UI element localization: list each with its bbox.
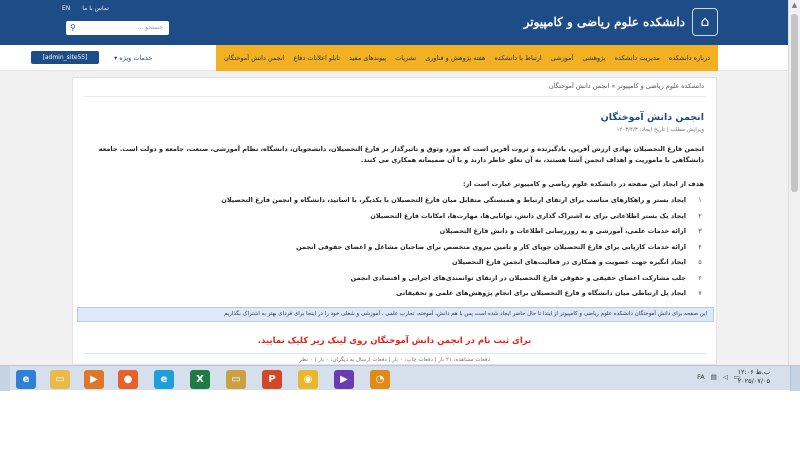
- site-brand[interactable]: [524, 8, 718, 36]
- list-item: [84, 243, 704, 259]
- video-app-icon: ▶: [334, 370, 354, 389]
- powerpoint-icon: P: [262, 370, 282, 389]
- excel-icon: X: [190, 370, 210, 389]
- contact-link[interactable]: تماس با ما: [82, 4, 109, 12]
- taskbar-app-other[interactable]: [370, 368, 390, 390]
- post-meta: ویرایش مطلب | تاریخ ایجاد: ۱۴۰۳/۴/۳: [616, 127, 704, 133]
- special-services-menu[interactable]: [114, 54, 152, 62]
- nav-item[interactable]: پژوهشی: [582, 54, 606, 62]
- scrollbar-thumb[interactable]: [791, 14, 798, 192]
- item-text: ایجاد یک بستر اطلاعاتی برای به اشتراک گذاری دانش، توانایی‌ها، مهارت‌ها، امکانات فارغ التحصیلان: [370, 211, 686, 220]
- taskbar-app-excel[interactable]: [190, 368, 210, 390]
- list-item: [84, 258, 704, 274]
- item-text: ایجاد بستر و راهکارهای مناسب برای ارتقای ارتباط و همبستگی متقابل میان فارغ التحصیلان با یکدیگر، با اساتید، دانشگاه و انجمن فارغ التحصیلان: [221, 196, 686, 204]
- clock[interactable]: [738, 368, 770, 386]
- info-notice: این صفحه برای دانش آموختگان دانشکده علوم ریاضی و کامپیوتر از ابتدا تا حال حاضر ایجاد شده است پس با هم دانش، آموخته، تجارب علمی ، آموزشی و شغلی خود را در اینجا برای فردای بهتر به اشتراک بگذاریم: [77, 307, 714, 322]
- goals-list: [84, 196, 704, 305]
- taskbar-app-powerpoint[interactable]: [262, 368, 282, 390]
- list-item: [84, 274, 704, 290]
- search-input[interactable]: [66, 21, 169, 35]
- nav-item[interactable]: نشریات: [395, 54, 417, 62]
- nav-item[interactable]: آموزشی: [550, 54, 574, 62]
- media-player-icon: ▶: [84, 370, 104, 389]
- item-number: ۱: [698, 196, 702, 204]
- item-number: ۴: [698, 242, 702, 251]
- start-button[interactable]: [0, 366, 10, 391]
- nav-item[interactable]: درباره دانشکده: [668, 54, 710, 62]
- nav-item[interactable]: انجمن دانش آموختگان: [224, 54, 285, 62]
- item-text: ایجاد پل ارتباطی میان دانشگاه و فارغ التحصیلان برای انجام پژوهش‌های علمی و تحقیقاتی: [396, 289, 686, 297]
- chevron-down-icon: ▾: [114, 54, 118, 62]
- file-explorer-icon: ▭: [226, 370, 246, 389]
- site-header: [0, 0, 788, 45]
- battery-icon[interactable]: ▭: [733, 373, 740, 381]
- university-logo-icon: ⌂: [692, 8, 718, 36]
- list-item: [84, 212, 704, 228]
- divider: [83, 96, 706, 97]
- nav-item[interactable]: مدیریت دانشکده: [614, 54, 660, 62]
- language-indicator[interactable]: FA: [697, 373, 705, 381]
- special-services-label: خدمات ویژه: [119, 54, 153, 62]
- ie-icon: e: [16, 370, 36, 389]
- taskbar-app-firefox[interactable]: [118, 368, 138, 390]
- taskbar-app-explorer[interactable]: [226, 368, 246, 390]
- network-icon[interactable]: ▤: [710, 373, 717, 381]
- nav-item[interactable]: تابلو اعلانات دفاع: [293, 54, 341, 62]
- item-number: ۲: [698, 211, 702, 220]
- clock-date: ۲۰۲۵/۰۷/۰۵: [737, 377, 770, 385]
- clock-time: ۱۲:۰۶ ب.ظ: [737, 368, 770, 376]
- breadcrumb[interactable]: دانشکده علوم ریاضی و کامپیوتر » انجمن دانش آموختگان: [548, 82, 704, 90]
- main-navigation: [0, 45, 788, 71]
- item-text: ارائه خدمات کاریابی برای فارغ التحصیلان جویای کار و تامین نیروی متخصص برای صاحبان مشاغل و اعضای حقوقی انجمن: [296, 242, 686, 251]
- app-icon: ◔: [370, 370, 390, 389]
- item-number: ۳: [698, 227, 702, 235]
- page-stats: دفعات مشاهده: ۲۱ بار | دفعات چاپ: ۰ بار | دفعات ارسال به دیگران: ۰ بار | ۰ نظر: [299, 357, 490, 363]
- taskbar-app-chrome[interactable]: [298, 368, 318, 390]
- taskbar-app-video[interactable]: [334, 368, 354, 390]
- site-name: دانشکده علوم ریاضی و کامپیوتر: [523, 15, 685, 29]
- register-link[interactable]: برای ثبت نام در انجمن دانش آموختگان روی لینک زیر کلیک نمایید.: [257, 336, 532, 346]
- nav-item[interactable]: ارتباط با دانشکده: [494, 54, 542, 62]
- scroll-up-icon[interactable]: ▲: [791, 1, 798, 9]
- vertical-scrollbar[interactable]: [788, 0, 800, 365]
- nav-menu: [216, 45, 718, 71]
- item-number: ۷: [698, 289, 702, 297]
- edge-icon: e: [154, 370, 174, 389]
- language-switch[interactable]: EN: [62, 4, 71, 12]
- show-desktop-button[interactable]: [790, 366, 800, 391]
- divider: [83, 353, 706, 354]
- taskbar-app-edge[interactable]: [154, 368, 174, 390]
- list-item: [84, 289, 704, 305]
- taskbar-app-folder[interactable]: [50, 368, 70, 390]
- system-tray: [697, 373, 740, 381]
- volume-icon[interactable]: ◁: [722, 373, 728, 381]
- intro-paragraph: انجمن فارغ التحصیلان نهادی ارزش آفرین، یادگیرنده و ثروت آفرین است که مورد وثوق و تاثیرگذار بر فارغ التحصیلان، دانشجویان، دانشگاه، نظام آموزشی، صنعت، جامعه و دولت است. جامعه دانشگاهی با ماموریت و اهداف انجمن آشنا هستند، به آن تعلق خاطر دارند و با آن صمیمانه همکاری می کنند.: [98, 145, 704, 164]
- search-placeholder: جستجو ...: [137, 24, 163, 31]
- admin-button[interactable]: [admin_site55]: [31, 51, 99, 64]
- nav-item[interactable]: هفته پژوهش و فناوری: [425, 54, 486, 62]
- taskbar: [0, 365, 800, 390]
- content-card: [72, 77, 717, 365]
- list-item: [84, 196, 704, 212]
- nav-item[interactable]: پیوندهای مفید: [349, 54, 387, 62]
- item-text: ایجاد انگیزه جهت عضویت و همکاری در فعالیت‌های انجمن فارغ التحصیلان: [452, 258, 686, 266]
- item-text: ارائه خدمات علمی، آموزشی و به روزرسانی اطلاعات و دانش فارغ التحصیلان: [439, 227, 686, 235]
- firefox-icon: ●: [118, 370, 138, 389]
- item-text: جلب مشارکت اعضای حقیقی و حقوقی فارغ التحصیلان در ارتقای توانمندی‌های اجرایی و اقتصادی انجمن: [350, 273, 686, 282]
- goals-heading: هدف از ایجاد این صفحه در دانشکده علوم ریاضی و کامپیوتر عبارت است از:: [463, 180, 704, 188]
- folder-icon: ▭: [50, 370, 70, 389]
- item-number: ۵: [698, 258, 702, 266]
- page-title: انجمن دانش آموختگان: [600, 112, 704, 123]
- taskbar-app-ie[interactable]: [16, 368, 36, 390]
- taskbar-app-media[interactable]: [84, 368, 104, 390]
- search-icon[interactable]: ⚲: [70, 23, 76, 32]
- chrome-icon: ◉: [298, 370, 318, 389]
- top-links: [62, 2, 109, 14]
- item-number: ۶: [698, 273, 702, 282]
- list-item: [84, 227, 704, 243]
